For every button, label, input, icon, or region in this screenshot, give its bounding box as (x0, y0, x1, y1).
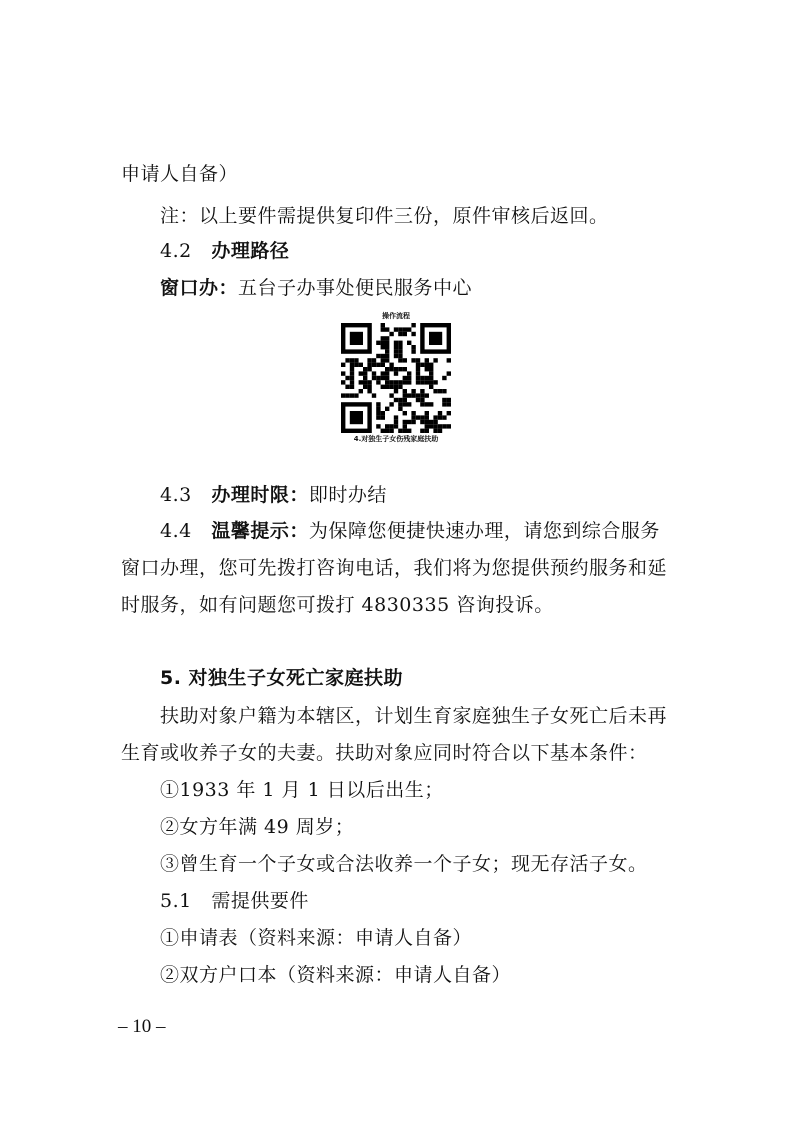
section-4-4-line (160, 518, 660, 544)
qr-code-image (341, 323, 451, 433)
text-line: 时服务，如有问题您可拨打 4830335 咨询投诉。 (121, 594, 554, 616)
window-office-line (160, 275, 472, 301)
section-number: 4.2 (160, 240, 192, 262)
section-title: 需提供要件 (211, 890, 309, 912)
section-5-heading: 5. 对独生子女死亡家庭扶助 (160, 667, 404, 689)
text-line: 窗口办理，您可先拨打咨询电话，我们将为您提供预约服务和延 (121, 557, 668, 579)
label: 温馨提示： (211, 520, 309, 542)
page-number: – 10 – (118, 1016, 166, 1037)
section-5-1-heading (160, 888, 309, 914)
section-number: 4.4 (160, 520, 192, 542)
section-4-3-line (160, 482, 387, 508)
section-number: 4.3 (160, 484, 192, 506)
requirement-item: ①申请表（资料来源：申请人自备） (160, 927, 473, 949)
note-line: 注：以上要件需提供复印件三份，原件审核后返回。 (160, 205, 609, 227)
section-number: 5.1 (160, 890, 192, 912)
value: 五台子办事处便民服务中心 (238, 277, 473, 299)
value: 即时办结 (308, 484, 387, 506)
label: 办理时限： (211, 484, 309, 506)
text-line: 扶助对象户籍为本辖区，计划生育家庭独生子女死亡后未再 (160, 705, 668, 727)
label: 窗口办： (160, 277, 239, 299)
requirement-item: ②双方户口本（资料来源：申请人自备） (160, 964, 512, 986)
qr-bottom-caption: 4.对独生子女伤残家庭扶助 (353, 435, 439, 443)
condition-item: ③曾生育一个子女或合法收养一个子女；现无存活子女。 (160, 853, 648, 875)
text-line: 申请人自备） (121, 163, 239, 185)
section-title: 办理路径 (211, 240, 290, 262)
qr-top-caption: 操作流程 (382, 312, 410, 320)
section-4-2-heading (160, 238, 289, 264)
qr-code-block (334, 312, 458, 444)
value: 为保障您便捷快速办理，请您到综合服务 (308, 520, 660, 542)
condition-item: ②女方年满 49 周岁； (160, 816, 355, 838)
text-line: 生育或收养子女的夫妻。扶助对象应同时符合以下基本条件： (121, 742, 648, 764)
condition-item: ①1933 年 1 月 1 日以后出生； (160, 779, 444, 801)
